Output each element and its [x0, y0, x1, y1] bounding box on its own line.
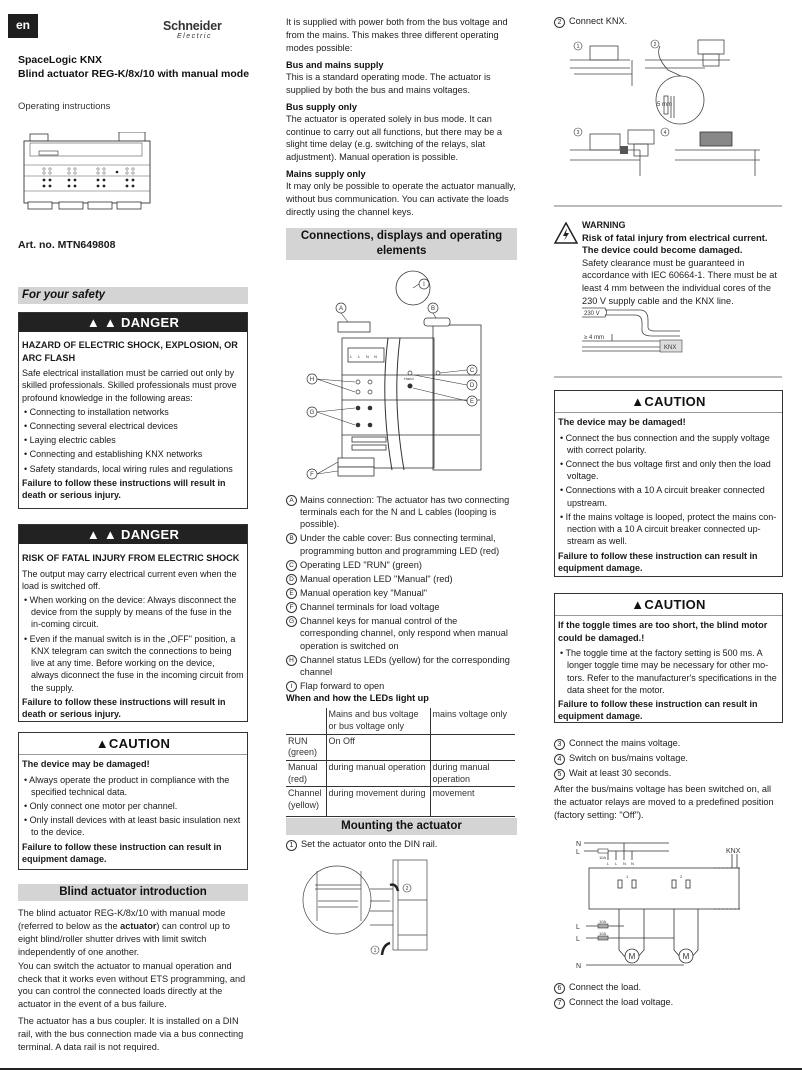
legend-key: I: [286, 681, 297, 692]
table-cell: Channel (yellow): [286, 787, 326, 817]
neutral-label: N: [576, 841, 582, 848]
svg-text:H: H: [309, 377, 315, 383]
brand-name: Schneider: [163, 19, 222, 33]
mounting-step: [554, 16, 783, 28]
svg-text:L: L: [615, 861, 618, 866]
clearance-label: ≥ 4 mm: [584, 335, 604, 341]
mode-title: Mains supply only: [286, 169, 366, 180]
caution-footer: Failure to follow these instruction can result in equipment damage.: [558, 550, 758, 573]
svg-text:2: 2: [653, 42, 657, 48]
strip-length-label: 5 mm: [657, 102, 672, 108]
leds-title: When and how the LEDs light up: [286, 693, 429, 703]
connections-diagram: [300, 270, 500, 490]
svg-text:1: 1: [373, 948, 377, 954]
danger-footer: Failure to follow these instructions will result in death or serious injury.: [22, 477, 226, 501]
wiring-diagram: [574, 840, 754, 975]
intro-paragraph: [18, 907, 248, 959]
legend-item: [286, 680, 517, 692]
step-number: 3: [554, 739, 565, 750]
step-text: Connect the load.: [569, 982, 642, 992]
step-text: Switch on bus/mains voltage.: [569, 753, 688, 763]
danger-footer: Failure to follow these instructions will result in death or serious injury.: [22, 696, 226, 720]
step-number: 5: [554, 769, 565, 780]
table-cell: Manual (red): [286, 760, 326, 786]
danger-heading: HAZARD OF ELECTRIC SHOCK, EXPLOSION, OR ARC FLASH: [22, 340, 238, 363]
table-row: [286, 734, 515, 760]
list-item: • Connecting to installation networks: [22, 406, 244, 418]
danger-label: DANGER: [121, 315, 180, 330]
svg-text:2: 2: [680, 874, 683, 879]
table-row: [286, 760, 515, 786]
svg-text:B: B: [430, 306, 436, 312]
knx-label: KNX: [726, 848, 741, 855]
warning-triangle-icon: ▲ ▲: [86, 315, 122, 330]
power-intro: It is supplied with power both from the bus voltage and from the mains. This makes three different operating modes possible:: [286, 17, 508, 53]
steps-section: [554, 738, 783, 826]
svg-text:10A: 10A: [599, 919, 607, 924]
brand-logo: [163, 20, 253, 40]
connections-section: [286, 228, 517, 260]
bold-term: actuator: [120, 921, 157, 932]
table-cell: movement: [430, 787, 515, 817]
intro-paragraph: You can switch the actuator to manual operation and check that it works even without ETS programming, and you can control the connected loads directly at the actuator in the event of a bus failure.: [18, 960, 246, 1010]
svg-text:C: C: [469, 368, 475, 374]
din-rail-illustration: [300, 855, 430, 955]
svg-text:10A: 10A: [599, 931, 607, 936]
legend-item: [286, 601, 517, 613]
caution-list: [22, 774, 244, 839]
step-number: 1: [286, 840, 297, 851]
legend-text: Channel status LEDs (yellow) for the corresponding channel: [300, 654, 510, 677]
list-item: • Only install devices with at least basic insulation next to the device.: [22, 814, 244, 838]
table-header-row: [286, 708, 515, 734]
table-cell: during manual operation: [326, 760, 430, 786]
table-cell: during movement during: [326, 787, 430, 817]
step-text: Connect the mains voltage.: [569, 738, 681, 748]
section-title-safety: For your safety: [18, 287, 248, 304]
svg-text:E: E: [469, 399, 475, 405]
after-switch-on-text: After the bus/mains voltage has been switched on, all the actuator relays are moved to a predefined position (factory setting: "Off").: [554, 784, 774, 820]
step-number: 4: [554, 754, 565, 765]
mode-title: Bus and mains supply: [286, 59, 384, 70]
mounting-section: [286, 818, 517, 854]
caution-heading: The device may be damaged!: [22, 759, 150, 769]
caution-heading: The device may be damaged!: [558, 417, 686, 427]
danger-header: [19, 525, 247, 544]
table-header-cell: Mains and bus voltage or bus voltage only: [326, 708, 430, 734]
list-item: • Only connect one motor per channel.: [22, 800, 244, 812]
step-number: 2: [554, 17, 565, 28]
svg-text:1: 1: [626, 874, 629, 879]
svg-text:M: M: [682, 952, 690, 961]
table-header-cell: mains voltage only: [430, 708, 515, 734]
warning-triangle-icon: ▲ ▲: [86, 527, 122, 542]
power-supply-section: [286, 16, 517, 223]
svg-text:3: 3: [576, 130, 580, 136]
warning-triangle-icon: ▲: [631, 597, 645, 612]
svg-text:D: D: [469, 383, 475, 389]
manual-label: Hand: [404, 376, 414, 381]
svg-text:1: 1: [576, 44, 580, 50]
danger-header: [19, 313, 247, 332]
mounting-step: [554, 738, 783, 750]
svg-text:4: 4: [663, 130, 667, 136]
legend-text: Flap forward to open: [300, 680, 385, 691]
knx-connection-illustration: [570, 38, 770, 178]
table-cell: On Off: [326, 734, 430, 760]
legend-key: E: [286, 588, 297, 599]
table-cell: during manual operation: [430, 760, 515, 786]
svg-text:L: L: [607, 861, 610, 866]
safety-section-header: [18, 287, 248, 304]
danger-list: [22, 594, 244, 694]
list-item: • The toggle time at the factory setting is 500 ms. A longer toggle time may be necessary for other mo-tors. Refer to the manufacturer's specifications in the data sheet for the motor.: [558, 647, 779, 696]
legend-item: [286, 573, 517, 585]
danger-heading: RISK OF FATAL INJURY FROM ELECTRIC SHOCK: [22, 553, 240, 563]
section-title-mounting: Mounting the actuator: [286, 818, 517, 835]
article-number: Art. no. MTN649808: [18, 239, 116, 251]
final-steps: [554, 982, 783, 1012]
svg-text:N: N: [623, 861, 626, 866]
legend-key: D: [286, 574, 297, 585]
text: ) can control up to eight blind/roller shutter drives with limit switch independently of one another.: [18, 921, 230, 957]
legend-text: Channel keys for manual control of the corresponding channel, only respond when manual operation is switched on: [300, 616, 508, 651]
caution-box-polarity: [554, 390, 783, 577]
divider: [554, 205, 782, 207]
step-text: Wait at least 30 seconds.: [569, 768, 672, 778]
mode-text: This is a standard operating mode. The actuator is supplied by both the bus and mains voltages.: [286, 71, 491, 95]
legend-text: Mains connection: The actuator has two connecting terminals each for the N and L cables (looping is possible).: [300, 495, 510, 530]
list-item: • Connections with a 10 A circuit breaker connected upstream.: [558, 484, 779, 508]
caution-box-device-damage: [18, 732, 248, 870]
warning-text: Safety clearance must be guaranteed in accordance with IEC 60664-1. There must be at least 4 mm between the individual cores of the 230 V supply cable and the KNX line.: [582, 257, 777, 306]
terminal-label: N: [374, 354, 377, 359]
warning-section: [554, 220, 783, 307]
danger-box-electric-shock: [18, 312, 248, 509]
caution-header: [555, 594, 782, 616]
warning-triangle-icon: ▲: [95, 736, 109, 751]
step-number: 7: [554, 998, 565, 1009]
intro-paragraph: The actuator has a bus coupler. It is installed on a DIN rail, with the bus connection made via a bus connecting terminal. A data rail is not required.: [18, 1016, 244, 1052]
svg-text:A: A: [338, 306, 344, 312]
danger-box-fatal-injury: [18, 524, 248, 722]
mounting-step: [554, 997, 783, 1009]
caution-list: [558, 432, 779, 548]
list-item: • Connecting and establishing KNX networks: [22, 448, 244, 460]
section-title-connections: Connections, displays and operating elements: [286, 228, 517, 260]
terminal-label: N: [366, 354, 369, 359]
connections-legend: [286, 494, 517, 694]
table-row: [286, 787, 515, 817]
legend-text: Operating LED "RUN" (green): [300, 559, 422, 570]
text: The blind actuator REG-K/8x/10 with manual mode (referred to below as the: [18, 908, 226, 932]
caution-footer: Failure to follow these instruction can result in equipment damage.: [22, 841, 222, 864]
danger-label: DANGER: [121, 527, 180, 542]
list-item: • Connecting several electrical devices: [22, 420, 244, 432]
mounting-step: [554, 753, 783, 765]
leds-table: [286, 708, 515, 817]
device-illustration: [22, 132, 152, 212]
neutral-label: N: [576, 963, 582, 970]
danger-intro: The output may carry electrical current even when the load is switched off.: [22, 568, 237, 591]
step-text: Connect the load voltage.: [569, 997, 674, 1007]
step-text: Connect KNX.: [569, 16, 628, 26]
list-item: • Laying electric cables: [22, 434, 244, 446]
cable-230-label: 230 V: [584, 311, 600, 317]
legend-item: [286, 532, 517, 556]
line-label: L: [576, 936, 580, 943]
danger-list: [22, 406, 244, 475]
product-name: Blind actuator REG-K/8x/10 with manual mode: [18, 67, 250, 80]
list-item: • If the mains voltage is looped, protect the mains con-nection with a 10 A circuit breaker connected up-stream as well.: [558, 511, 779, 548]
connect-knx-step: [554, 16, 783, 31]
legend-key: B: [286, 533, 297, 544]
list-item: • Safety standards, local wiring rules and regulations: [22, 463, 244, 475]
caution-box-toggle-time: [554, 593, 783, 723]
caution-footer: Failure to follow these instruction can result in equipment damage.: [558, 698, 758, 722]
caution-heading: If the toggle times are too short, the blind motor could be damaged.!: [558, 620, 768, 643]
svg-text:N: N: [631, 861, 634, 866]
danger-intro: Safe electrical installation must be carried out only by skilled professionals. Skilled professionals must prove profound knowledge in the following areas:: [22, 368, 237, 403]
legend-key: G: [286, 616, 297, 627]
mounting-step: [286, 839, 517, 851]
warning-label: WARNING: [582, 220, 626, 230]
legend-item: [286, 494, 517, 530]
svg-text:I: I: [423, 282, 425, 288]
caution-label: CAUTION: [108, 736, 171, 751]
list-item: • Connect the bus connection and the supply voltage with correct polarity.: [558, 432, 779, 456]
table-cell: RUN (green): [286, 734, 326, 760]
mounting-step: [554, 768, 783, 780]
svg-text:F: F: [310, 472, 314, 478]
table-header-cell: [286, 708, 326, 734]
legend-item: [286, 587, 517, 599]
terminal-label: L: [350, 354, 353, 359]
cable-clearance-illustration: [580, 305, 690, 355]
language-badge: en: [8, 14, 38, 38]
legend-key: H: [286, 655, 297, 666]
list-item: • Connect the bus voltage first and only then the load voltage.: [558, 458, 779, 482]
mode-text: It may only be possible to operate the actuator manually, without bus communication. You can activate the loads directly using the channel keys.: [286, 181, 516, 218]
cable-knx-label: KNX: [664, 345, 677, 351]
intro-section: [18, 884, 248, 1058]
product-title: [18, 54, 253, 81]
legend-item: [286, 559, 517, 571]
terminal-label: L: [358, 354, 361, 359]
legend-item: [286, 654, 517, 678]
caution-header: [19, 733, 247, 755]
mounting-step: [554, 982, 783, 994]
caution-label: CAUTION: [644, 597, 706, 612]
legend-text: Channel terminals for load voltage: [300, 602, 440, 613]
list-item: • When working on the device: Always disconnect the device from the supply by means of the fuse in the in-coming circuit.: [22, 594, 244, 631]
legend-key: C: [286, 560, 297, 571]
step-text: Set the actuator onto the DIN rail.: [301, 839, 438, 850]
list-item: • Always operate the product in compliance with the specified technical data.: [22, 774, 244, 798]
table-cell: [430, 734, 515, 760]
svg-text:10A: 10A: [599, 855, 607, 860]
leds-section: [286, 692, 517, 817]
legend-key: F: [286, 602, 297, 613]
line-label: L: [576, 924, 580, 931]
legend-text: Under the cable cover: Bus connecting terminal, programming button and programming LED (red): [300, 533, 500, 556]
svg-text:G: G: [309, 410, 315, 416]
line-label: L: [576, 849, 580, 856]
legend-key: A: [286, 495, 297, 506]
mode-text: The actuator is operated solely in bus mode. It can continue to carry out all functions, but there may be a slight time delay (e.g. switching of the relays, slat adjustment). Manual operation is possible.: [286, 113, 503, 163]
legend-item: [286, 615, 517, 651]
section-title-intro: Blind actuator introduction: [18, 884, 248, 901]
svg-text:2: 2: [405, 886, 409, 892]
divider: [554, 376, 782, 378]
list-item: • Even if the manual switch is in the „OFF" position, a KNX telegram can switch the connections to being live at any time. Before working on the device, always diconnect the fuse in the incoming circuit from the supply.: [22, 633, 244, 694]
mode-title: Bus supply only: [286, 101, 357, 112]
caution-header: [555, 391, 782, 413]
legend-text: Manual operation LED "Manual" (red): [300, 573, 453, 584]
legend-text: Manual operation key "Manual": [300, 587, 428, 598]
caution-list: [558, 647, 779, 696]
warning-triangle-icon: ▲: [631, 394, 645, 409]
step-number: 6: [554, 983, 565, 994]
svg-text:M: M: [628, 952, 636, 961]
document-subtitle: Operating instructions: [18, 101, 111, 112]
product-line: SpaceLogic KNX: [18, 54, 103, 66]
warning-heading: Risk of fatal injury from electrical current. The device could become damaged.: [582, 231, 768, 256]
electrical-hazard-icon: [554, 222, 578, 244]
brand-subname: Electric: [177, 32, 212, 40]
caution-label: CAUTION: [644, 394, 706, 409]
